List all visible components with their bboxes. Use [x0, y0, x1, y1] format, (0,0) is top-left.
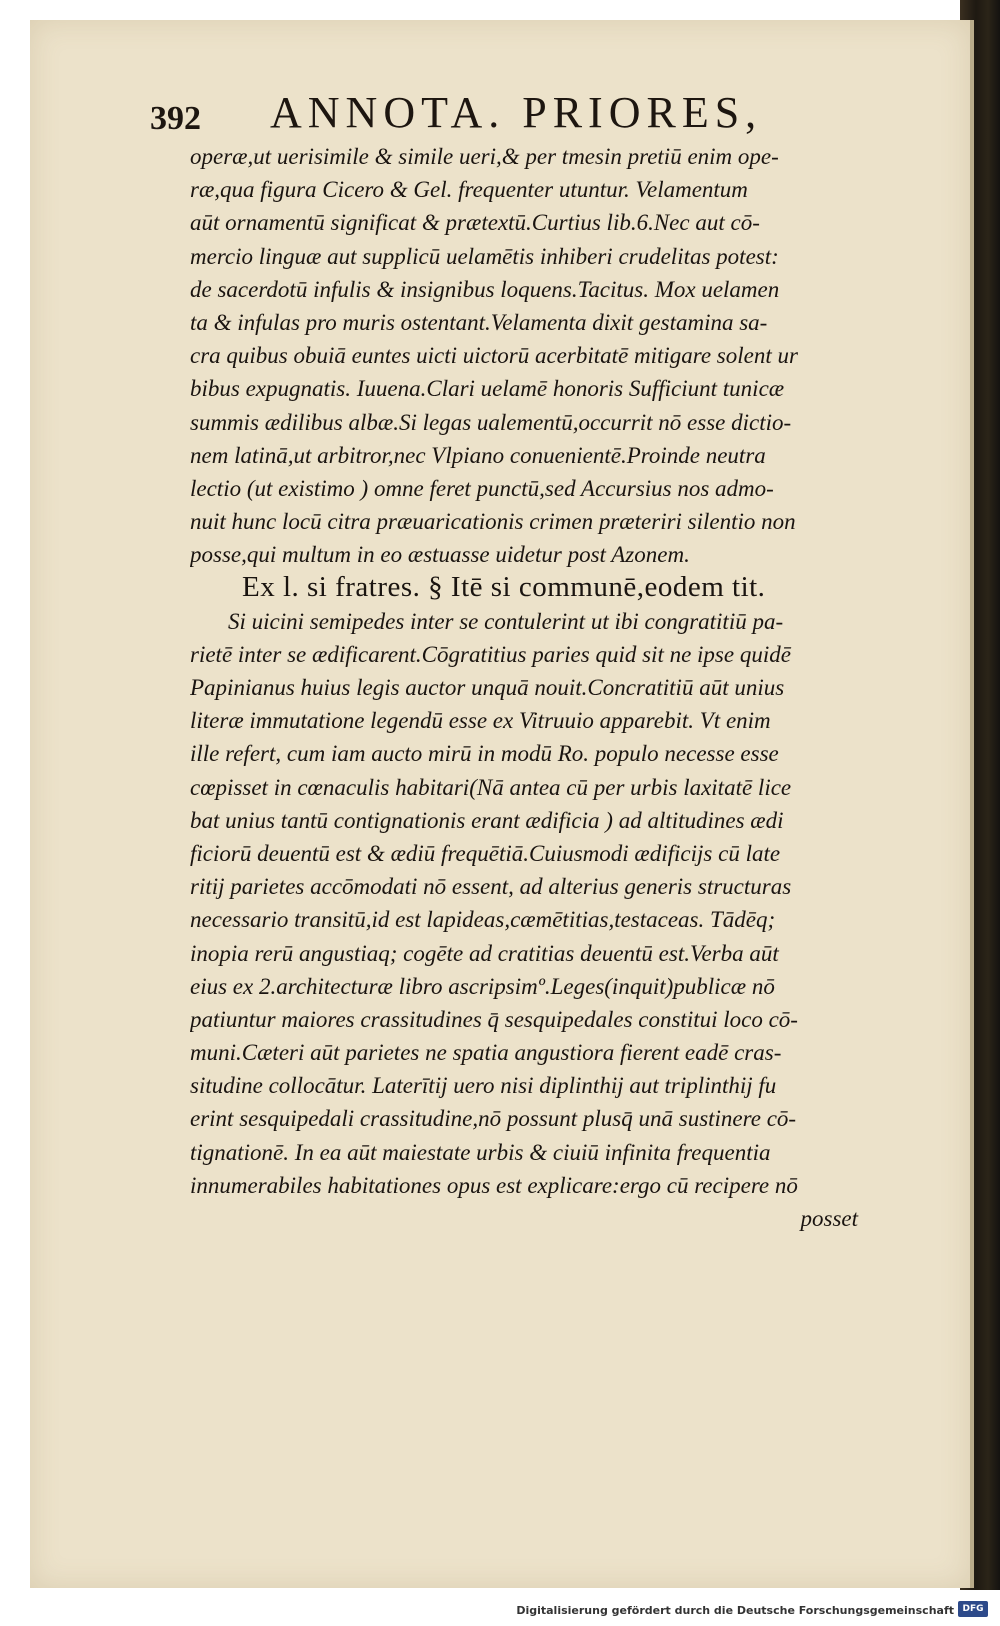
- running-title: ANNOTA. PRIORES,: [270, 88, 763, 137]
- text-line: summis ædilibus albæ.Si legas ualementū,occurrit nō esse dictio-: [190, 409, 792, 435]
- text-line: mercio linguæ aut supplicū uelamētis inhiberi crudelitas potest:: [190, 243, 779, 269]
- text-line: eius ex 2.architecturæ libro ascripsimº.Leges(inquit)publicæ nō: [190, 973, 775, 999]
- text-line: patiuntur maiores crassitudines q̄ sesquipedales constitui loco cō-: [190, 1006, 798, 1032]
- dfg-logo-icon: DFG: [958, 1601, 988, 1617]
- digitization-credit: Digitalisierung gefördert durch die Deutsche Forschungsgemeinschaft: [516, 1604, 954, 1617]
- text-line: Papinianus huius legis auctor unquā nouit.Concratitiū aūt unius: [190, 675, 785, 700]
- text-line: lectio (ut existimo ) omne feret punctū,sed Accursius nos admo-: [190, 475, 774, 501]
- text-line: ta & infulas pro muris ostentant.Velamenta dixit gestamina sa-: [190, 309, 768, 335]
- page-header: [150, 68, 890, 138]
- page-number: 392: [150, 100, 201, 137]
- text-line: rietē inter se ædificarent.Cōgratitius paries quid sit ne ipse quidē: [190, 641, 791, 667]
- text-line: ræ,qua figura Cicero & Gel. frequenter utuntur. Velamentum: [190, 177, 748, 203]
- footer-bar: [0, 1590, 1000, 1626]
- text-block: [190, 140, 870, 1235]
- text-line: de sacerdotū infulis & insignibus loquens.Tacitus. Mox uelamen: [190, 276, 780, 302]
- text-line: ficiorū deuentū est & ædiū frequētiā.Cuiusmodi ædificijs cū late: [190, 840, 781, 866]
- text-line: aūt ornamentū significat & prætextū.Curtius lib.6.Nec aut cō-: [190, 210, 760, 236]
- text-line: tignationē. In ea aūt maiestate urbis & ciuiū infinita frequentia: [190, 1139, 771, 1165]
- catchword: posset: [800, 1206, 858, 1231]
- text-line: cœpisset in cœnaculis habitari(Nā antea cū per urbis laxitatē lice: [190, 774, 792, 800]
- section-heading: Ex l. si fratres. § Itē si communē,eodem tit.: [242, 571, 766, 604]
- text-line: situdine collocātur. Laterītij uero nisi diplinthij aut triplinthij fu: [190, 1073, 777, 1099]
- text-line: muni.Cæteri aūt parietes ne spatia angustiora fierent eadē cras-: [190, 1040, 782, 1066]
- text-line: bibus expugnatis. Iuuena.Clari uelamē honoris Sufficiunt tunicæ: [190, 376, 785, 402]
- text-line: ritij parietes accōmodati nō essent, ad alterius generis structuras: [190, 874, 792, 900]
- text-line: innumerabiles habitationes opus est explicare:ergo cū recipere nō: [190, 1172, 798, 1198]
- text-line: literæ immutatione legendū esse ex Vitruuio apparebit. Vt enim: [190, 708, 771, 734]
- text-line: operæ,ut uerisimile & simile ueri,& per tmesin pretiū enim ope-: [190, 144, 779, 169]
- text-line: ille refert, cum iam aucto mirū in modū Ro. populo necesse esse: [190, 741, 779, 767]
- text-line: Si uicini semipedes inter se contulerint ut ibi congratitiū pa-: [228, 608, 784, 634]
- text-line: erint sesquipedali crassitudine,nō possunt plusq̄ unā sustinere cō-: [190, 1106, 797, 1132]
- text-line: inopia rerū angustiaq; cogēte ad cratitias deuentū est.Verba aūt: [190, 940, 779, 966]
- text-line: cra quibus obuiā euntes uicti uictorū acerbitatē mitigare solent ur: [190, 343, 798, 369]
- text-line: necessario transitū,id est lapideas,cæmētitias,testaceas. Tādēq;: [190, 907, 776, 933]
- text-line: bat unius tantū contignationis erant ædificia ) ad altitudines ædi: [190, 807, 784, 833]
- text-line: nuit hunc locū citra præuaricationis crimen præteriri silentio non: [190, 509, 796, 535]
- text-line: nem latinā,ut arbitror,nec Vlpiano conuenientē.Proinde neutra: [190, 442, 766, 468]
- text-line: posse,qui multum in eo æstuasse uidetur post Azonem.: [190, 542, 690, 568]
